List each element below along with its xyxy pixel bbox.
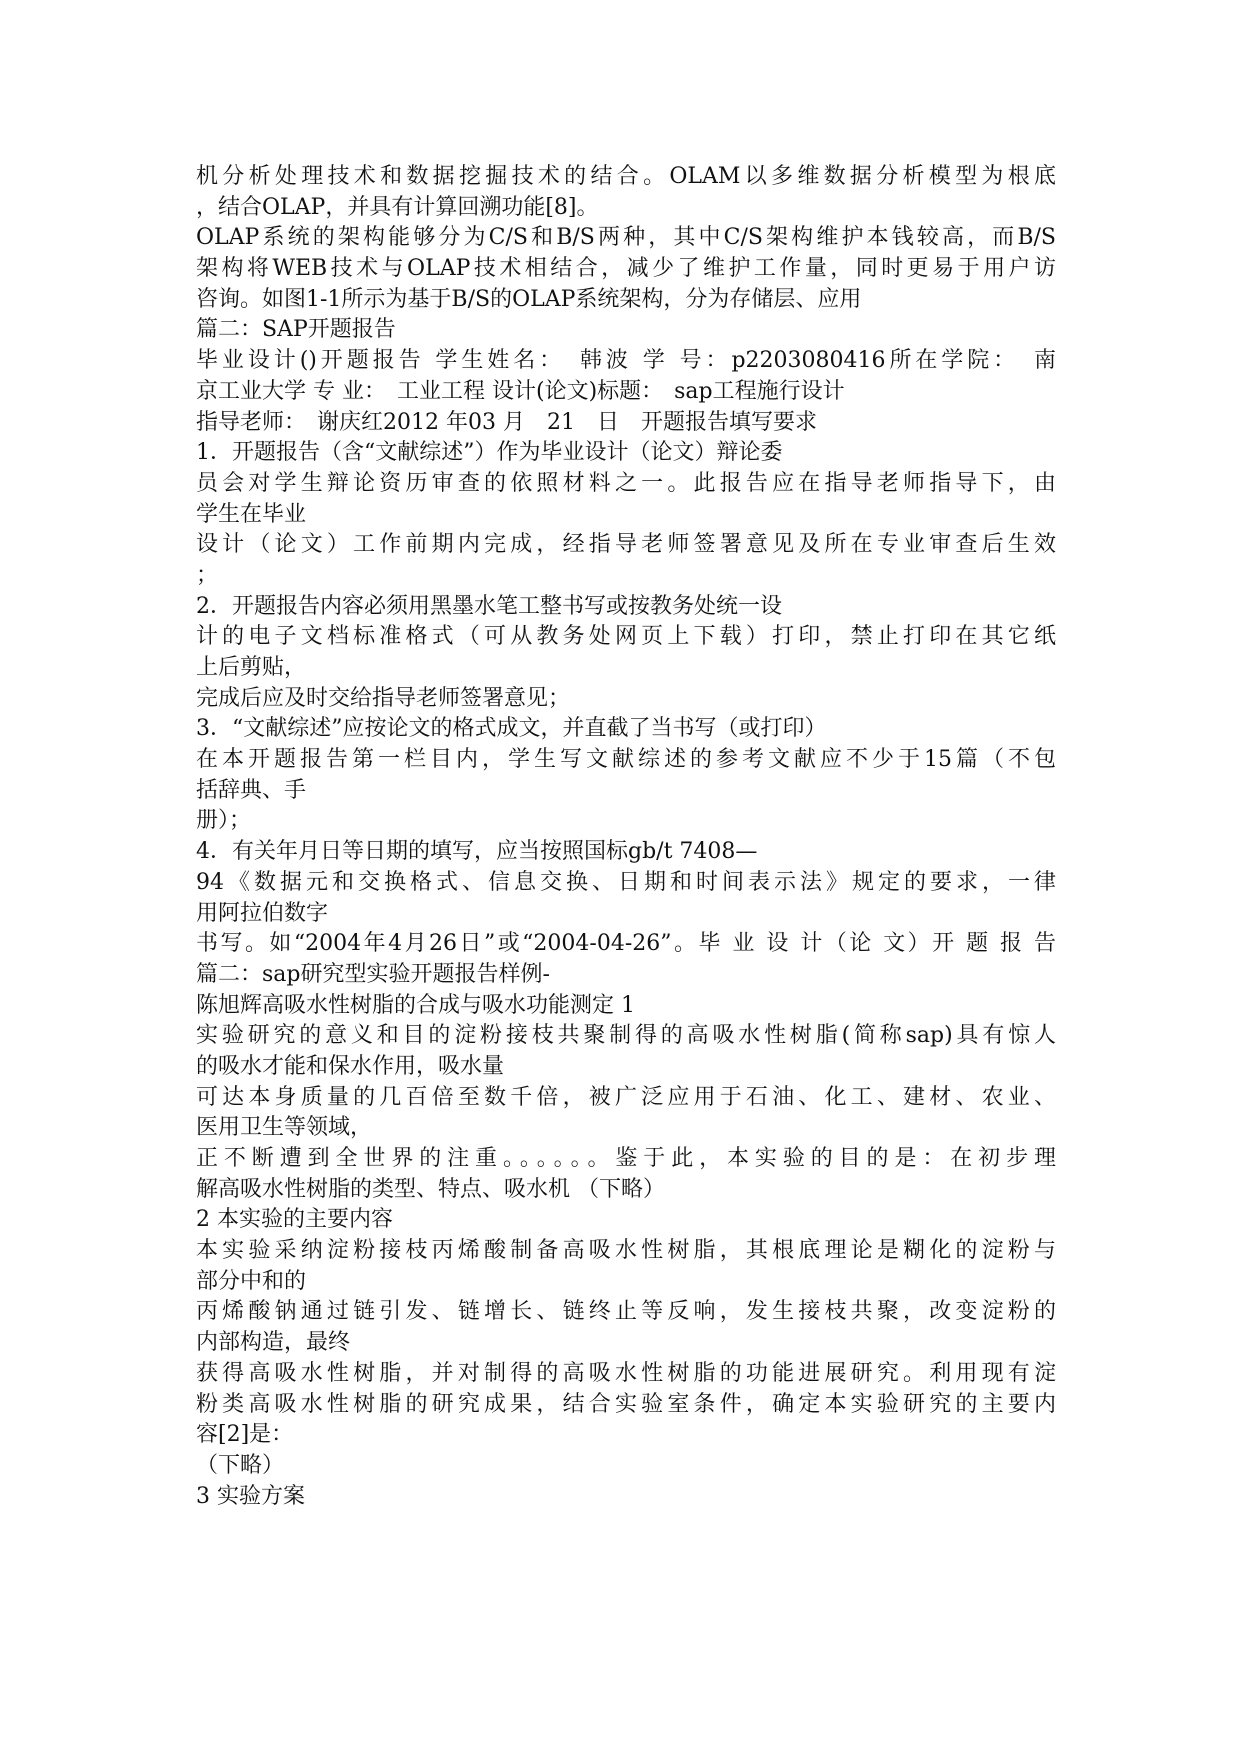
text-line: 获得高吸水性树脂，并对制得的高吸水性树脂的功能进展研究。利用现有淀 — [196, 1360, 1056, 1386]
text-line: 册）； — [196, 808, 252, 834]
text-line: 学生在毕业 — [196, 501, 307, 527]
text-line: 上后剪贴， — [196, 655, 307, 680]
text-line: OLAP系统的架构能够分为C/S和B/S两种，其中C/S架构维护本钱较高，而B/S — [196, 225, 1056, 251]
text-line: 2 本实验的主要内容 — [196, 1207, 393, 1233]
text-line: 实验研究的意义和目的淀粉接枝共聚制得的高吸水性树脂(简称sap)具有惊人 — [196, 1023, 1056, 1049]
text-line: 架构将WEB技术与OLAP技术相结合，减少了维护工作量，同时更易于用户访 — [196, 256, 1056, 282]
text-line: 完成后应及时交给指导老师签署意见； — [196, 685, 571, 711]
text-line: ，结合OLAP，并具有计算回溯功能[8]。 — [196, 194, 599, 220]
text-line: 部分中和的 — [196, 1268, 307, 1294]
text-line: ； — [196, 562, 219, 588]
text-line: 容[2]是： — [196, 1422, 294, 1448]
text-line: 可达本身质量的几百倍至数千倍，被广泛应用于石油、化工、建材、农业、 — [196, 1084, 1056, 1110]
text-line: 正不断遭到全世界的注重。。。。。。鉴于此，本实验的目的是：在初步理 — [196, 1146, 1056, 1171]
document-page — [196, 162, 1056, 1512]
section-heading: 篇二：SAP开题报告 — [196, 317, 396, 343]
text-line: （下略） — [196, 1452, 285, 1478]
text-line: 书写。如“2004年4月26日”或“2004-04-26”。毕 业 设 计（论 文）开 题 报 告 — [196, 931, 1056, 957]
text-line: 机分析处理技术和数据挖掘技术的结合。OLAM以多维数据分析模型为根底 — [196, 164, 1056, 189]
text-line: 医用卫生等领域， — [196, 1115, 373, 1141]
text-line: 用阿拉伯数字 — [196, 900, 329, 926]
text-line: 解高吸水性树脂的类型、特点、吸水机 （下略） — [196, 1176, 665, 1202]
text-line: 咨询。如图1-1所示为基于B/S的OLAP系统架构，分为存储层、应用 — [196, 286, 862, 312]
text-line: 3．“文献综述”应按论文的格式成文，并直截了当书写（或打印） — [196, 716, 827, 742]
text-line: 括辞典、手 — [196, 777, 307, 803]
text-line: 毕业设计()开题报告 学生姓名： 韩波 学 号：p2203080416所在学院： 南 — [196, 348, 1056, 374]
text-line: 内部构造，最终 — [196, 1330, 351, 1356]
text-line: 在本开题报告第一栏目内，学生写文献综述的参考文献应不少于15篇（不包 — [196, 747, 1056, 773]
text-line: 丙烯酸钠通过链引发、链增长、链终止等反响，发生接枝共聚，改变淀粉的 — [196, 1299, 1056, 1325]
text-line: 京工业大学 专 业： 工业工程 设计(论文)标题： sap工程施行设计 — [196, 378, 845, 404]
text-line: 粉类高吸水性树脂的研究成果，结合实验室条件，确定本实验研究的主要内 — [196, 1391, 1056, 1417]
section-heading: 篇二：sap研究型实验开题报告样例- — [196, 961, 550, 987]
text-line: 员会对学生辩论资历审查的依照材料之一。此报告应在指导老师指导下，由 — [196, 470, 1056, 496]
text-line: 本实验采纳淀粉接枝丙烯酸制备高吸水性树脂，其根底理论是糊化的淀粉与 — [196, 1238, 1056, 1264]
text-line: 计的电子文档标准格式（可从教务处网页上下载）打印，禁止打印在其它纸 — [196, 624, 1056, 650]
text-line: 1．开题报告（含“文献综述”）作为毕业设计（论文）辩论委 — [196, 440, 783, 466]
text-line: 的吸水才能和保水作用，吸水量 — [196, 1053, 505, 1079]
text-line: 设计（论文）工作前期内完成，经指导老师签署意见及所在专业审查后生效 — [196, 532, 1056, 558]
text-line: 2．开题报告内容必须用黑墨水笔工整书写或按教务处统一设 — [196, 593, 782, 619]
text-line: 4．有关年月日等日期的填写，应当按照国标gb/t 7408— — [196, 839, 758, 865]
text-line: 陈旭辉高吸水性树脂的合成与吸水功能测定 1 — [196, 992, 635, 1018]
text-line: 94《数据元和交换格式、信息交换、日期和时间表示法》规定的要求，一律 — [196, 869, 1056, 895]
text-line: 3 实验方案 — [196, 1483, 305, 1509]
text-line: 指导老师： 谢庆红2012 年03 月 21 日 开题报告填写要求 — [196, 409, 817, 435]
